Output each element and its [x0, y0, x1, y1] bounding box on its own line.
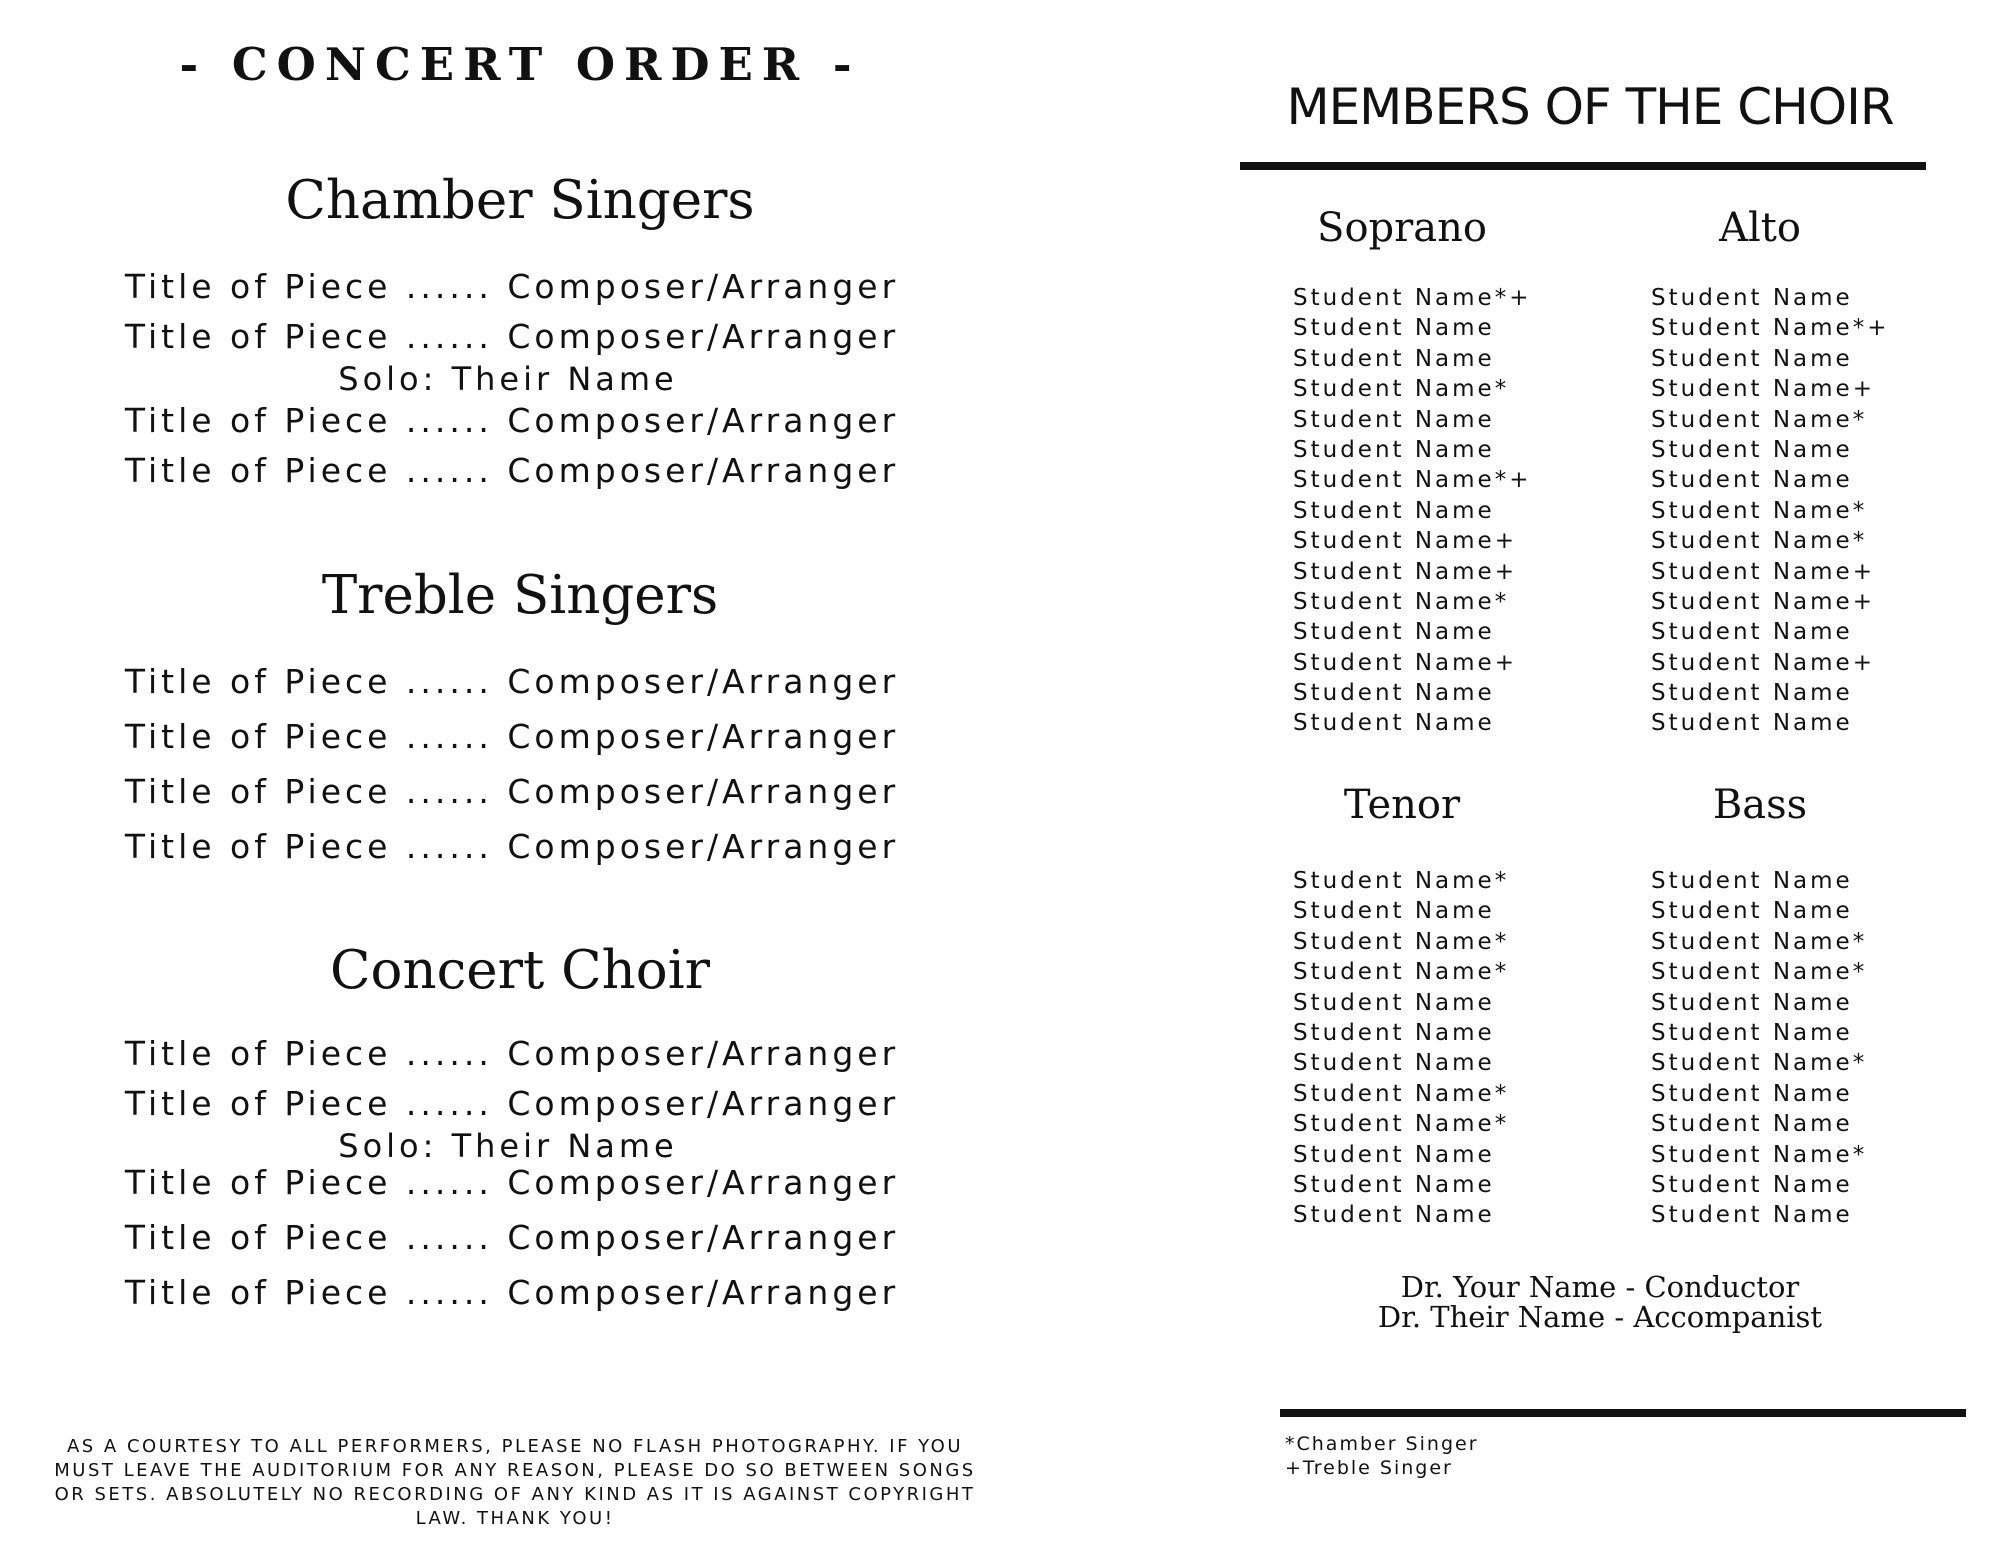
student-name: Student Name — [1651, 989, 1853, 1016]
student-name: Student Name — [1651, 898, 1853, 925]
student-name: Student Name — [1293, 619, 1495, 646]
student-name: Student Name — [1651, 345, 1853, 372]
student-name: Student Name* — [1293, 959, 1510, 986]
program-piece: Title of Piece ...... Composer/Arranger — [124, 1218, 900, 1257]
concert-order-title: - CONCERT ORDER - — [179, 38, 861, 91]
voice-heading-alto: Alto — [1719, 205, 1801, 251]
student-name: Student Name+ — [1651, 558, 1875, 585]
program-piece: Title of Piece ...... Composer/Arranger — [124, 451, 900, 490]
program-piece: Title of Piece ...... Composer/Arranger — [124, 317, 900, 356]
student-name: Student Name+ — [1293, 528, 1517, 555]
program-piece: Title of Piece ...... Composer/Arranger — [124, 772, 900, 811]
student-name: Student Name — [1293, 345, 1495, 372]
student-name: Student Name — [1651, 285, 1853, 311]
student-name: Student Name*+ — [1293, 467, 1532, 494]
student-name: Student Name+ — [1651, 376, 1875, 403]
student-name: Student Name* — [1293, 868, 1510, 894]
student-name: Student Name+ — [1651, 588, 1875, 615]
student-name: Student Name* — [1293, 588, 1510, 615]
ensemble-heading-chamber-singers: Chamber Singers — [285, 170, 755, 231]
accompanist-credit: Dr. Their Name - Accompanist — [1377, 1300, 1823, 1334]
student-name: Student Name — [1293, 436, 1495, 463]
student-name: Student Name+ — [1293, 649, 1517, 676]
voice-heading-tenor: Tenor — [1343, 782, 1461, 828]
student-name: Student Name*+ — [1293, 285, 1532, 311]
ensemble-heading-concert-choir: Concert Choir — [329, 940, 710, 1001]
tenor-list — [1293, 866, 1593, 1231]
voice-heading-soprano: Soprano — [1317, 205, 1487, 251]
bass-list — [1651, 866, 1951, 1231]
student-name: Student Name* — [1651, 959, 1868, 986]
program-piece: Title of Piece ...... Composer/Arranger — [124, 827, 900, 866]
program-piece: Title of Piece ...... Composer/Arranger — [124, 1163, 900, 1202]
student-name: Student Name+ — [1651, 649, 1875, 676]
student-name: Student Name* — [1293, 376, 1510, 403]
student-name: Student Name — [1651, 868, 1853, 894]
ensemble-heading-treble-singers: Treble Singers — [321, 565, 719, 626]
solo-credit: Solo: Their Name — [338, 1127, 678, 1165]
courtesy-note: AS A COURTESY TO ALL PERFORMERS, PLEASE NO FLASH PHOTOGRAPHY. IF YOU MUST LEAVE THE AUDITORIUM FOR ANY REASON, PLEASE DO SO BETWEEN SONGS OR SETS. ABSOLUTELY NO RECORDING OF ANY KIND AS IT IS AGAINST COPYRIGHT LAW. THANK YOU! — [54, 1436, 976, 1529]
solo-credit: Solo: Their Name — [338, 360, 678, 398]
program-piece: Title of Piece ...... Composer/Arranger — [124, 267, 900, 306]
title-divider — [1240, 162, 1926, 170]
student-name: Student Name+ — [1293, 558, 1517, 585]
program-piece: Title of Piece ...... Composer/Arranger — [124, 1034, 900, 1073]
student-name: Student Name — [1651, 467, 1853, 494]
student-name: Student Name — [1651, 710, 1853, 737]
student-name: Student Name* — [1651, 406, 1868, 433]
student-name: Student Name — [1651, 1202, 1853, 1229]
student-name: Student Name — [1293, 1019, 1495, 1046]
student-name: Student Name* — [1293, 1080, 1510, 1107]
student-name: Student Name*+ — [1651, 315, 1890, 342]
student-name: Student Name — [1293, 710, 1495, 737]
student-name: Student Name — [1293, 898, 1495, 925]
conductor-credit: Dr. Your Name - Conductor — [1400, 1270, 1800, 1304]
student-name: Student Name — [1293, 680, 1495, 707]
legend-chamber-singer: *Chamber Singer — [1285, 1433, 1479, 1455]
alto-list — [1651, 283, 1951, 739]
student-name: Student Name — [1651, 680, 1853, 707]
members-title: MEMBERS OF THE CHOIR — [1286, 78, 1894, 136]
student-name: Student Name — [1293, 406, 1495, 433]
student-name: Student Name — [1651, 1171, 1853, 1198]
student-name: Student Name — [1651, 1080, 1853, 1107]
program-piece: Title of Piece ...... Composer/Arranger — [124, 401, 900, 440]
student-name: Student Name* — [1651, 528, 1868, 555]
student-name: Student Name* — [1651, 1050, 1868, 1077]
student-name: Student Name* — [1293, 928, 1510, 955]
legend-treble-singer: +Treble Singer — [1285, 1457, 1453, 1479]
soprano-list — [1293, 283, 1593, 739]
program-piece: Title of Piece ...... Composer/Arranger — [124, 1084, 900, 1123]
student-name: Student Name* — [1651, 1141, 1868, 1168]
student-name: Student Name — [1293, 989, 1495, 1016]
student-name: Student Name — [1293, 497, 1495, 524]
voice-heading-bass: Bass — [1712, 782, 1808, 828]
student-name: Student Name — [1293, 1050, 1495, 1077]
student-name: Student Name — [1293, 1171, 1495, 1198]
student-name: Student Name — [1651, 1019, 1853, 1046]
student-name: Student Name* — [1651, 928, 1868, 955]
student-name: Student Name — [1651, 436, 1853, 463]
student-name: Student Name* — [1651, 497, 1868, 524]
membership-legend — [1285, 1432, 1685, 1480]
staff-credits — [1270, 1272, 1930, 1332]
student-name: Student Name* — [1293, 1111, 1510, 1138]
student-name: Student Name — [1293, 315, 1495, 342]
program-piece: Title of Piece ...... Composer/Arranger — [124, 717, 900, 756]
student-name: Student Name — [1293, 1141, 1495, 1168]
student-name: Student Name — [1651, 619, 1853, 646]
student-name: Student Name — [1293, 1202, 1495, 1229]
footer-divider — [1280, 1409, 1966, 1417]
program-piece: Title of Piece ...... Composer/Arranger — [124, 662, 900, 701]
program-piece: Title of Piece ...... Composer/Arranger — [124, 1273, 900, 1312]
student-name: Student Name — [1651, 1111, 1853, 1138]
